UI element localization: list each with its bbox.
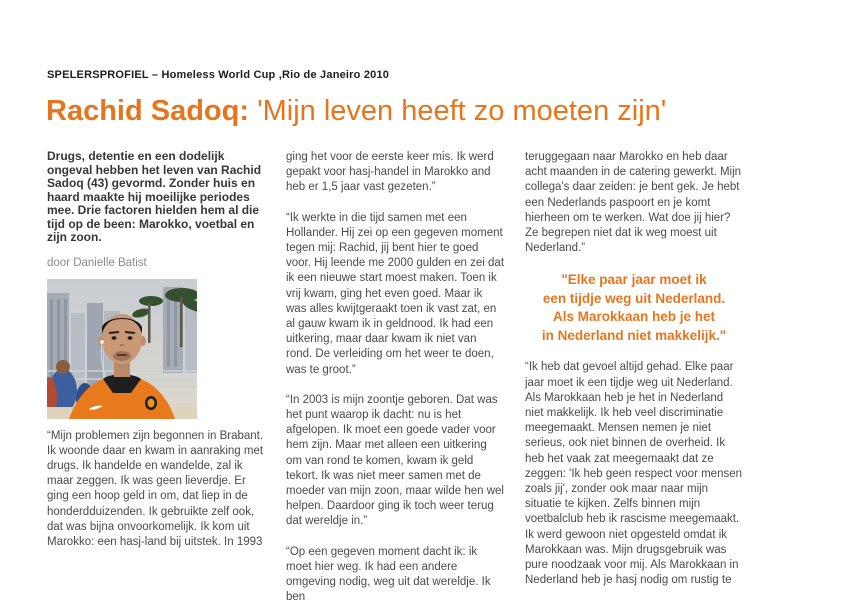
title-quote: 'Mijn leven heeft zo moeten zijn' bbox=[249, 95, 667, 127]
photo-earphone bbox=[100, 340, 104, 344]
article-photo bbox=[47, 279, 197, 419]
column-1 bbox=[47, 150, 265, 605]
paragraph: “Ik werkte in die tijd samen met een Hollander. Hij zei op een gegeven moment tegen mij: Rachid, jij bent hier te goed voor. Hij leende me 2000 gulden en zei dat ik een nieuwe start moest maken. Toen ik vrij kwam, ging het even goed. Maar ik was alles kwijtgeraakt toen ik vast zat, en al gauw kwam ik in geldnood. Ik had een uitkering, maar daar kwam ik niet van rond. De verleiding om het weer te doen, was te groot.” bbox=[286, 211, 505, 376]
page-title bbox=[46, 94, 666, 128]
kicker: SPELERSPROFIEL – Homeless World Cup ,Rio de Janeiro 2010 bbox=[47, 69, 390, 81]
paragraph: ging het voor de eerste keer mis. Ik werd gepakt voor hasj-handel in Marokko and heb er 1,5 jaar vast gezeten.” bbox=[286, 151, 494, 194]
column-2 bbox=[286, 150, 504, 605]
pull-quote bbox=[525, 271, 743, 345]
article-columns bbox=[47, 150, 743, 605]
pull-quote-line: in Nederland niet makkelijk." bbox=[541, 327, 727, 343]
pull-quote-line: een tijdje weg uit Nederland. bbox=[542, 290, 726, 306]
paragraph: teruggegaan naar Marokko en heb daar acht maanden in de catering gewerkt. Mijn collega's daar zeiden: je bent gek. Je hebt een Nederlands paspoort en je komt hierheen om te werken. Wat doe jij hier? Ze begrepen niet dat ik weg moest uit Nederland.” bbox=[525, 151, 742, 255]
intro-paragraph: Drugs, detentie en een dodelijk ongeval hebben het leven van Rachid Sadoq (43) gevormd. Zonder huis en haard maakte hij moeilijke periodes mee. Drie factoren hielden hem al die tijd op de been: Marokko, voetbal en zijn zoon. bbox=[47, 149, 262, 244]
pull-quote-line: "Elke paar jaar moet ik bbox=[561, 272, 707, 288]
paragraph: “Ik heb dat gevoel altijd gehad. Elke paar jaar moet ik een tijdje weg uit Nederland. Als Marokkaan heb je het in Nederland niet makkelijk. Ik heb veel discriminatie meegemaakt. Mensen nemen je niet serieus, ook niet binnen de overheid. Ik heb het vaak zat meegemaakt dat ze zeggen: 'Ik heb geen respect voor mensen zoals jij', zonder ook maar naar mijn situatie te kijken. Zelfs binnen mijn voetbalclub heb ik rascisme meegemaakt. Ik werd gewoon niet opgesteld omdat ik Marokkaan was. Mijn drugsgebruik was pure noodzaak voor mij. Als Marokkaan in Nederland heb je hasj nodig om rustig te bbox=[525, 361, 743, 587]
column-3 bbox=[525, 150, 743, 605]
byline: door Danielle Batist bbox=[47, 256, 147, 269]
pull-quote-line: Als Marokkaan heb je het bbox=[552, 309, 716, 325]
title-name: Rachid Sadoq: bbox=[46, 95, 250, 127]
paragraph: “Mijn problemen zijn begonnen in Brabant. Ik woonde daar en kwam in aanraking met drugs. Ik handelde en wandelde, zal ik maar zeggen. Ik was geen lieverdje. Er ging een hoop geld in om, dat liep in de honderdduizenden. Ik gebruikte zelf ook, dat was bijna onvoorkomelijk. Ik kom uit Marokko: een hasj-land bij uitstek. In 1993 bbox=[47, 429, 264, 548]
paragraph: “Op een gegeven moment dacht ik: ik moet hier weg. Ik had een andere omgeving nodig, weg uit dat wereldje. Ik ben bbox=[286, 545, 491, 604]
paragraph: “In 2003 is mijn zoontje geboren. Dat was het punt waarop ik dacht: nu is het afgelopen. Ik moet een goede vader voor hem zijn. Maar met alleen een uitkering om van rond te komen, kwam ik geld tekort. Ik was niet meer samen met de moeder van mijn zoon, maar wilde hen wel helpen. Daardoor ging ik toch weer terug dat wereldje in.” bbox=[286, 393, 504, 528]
